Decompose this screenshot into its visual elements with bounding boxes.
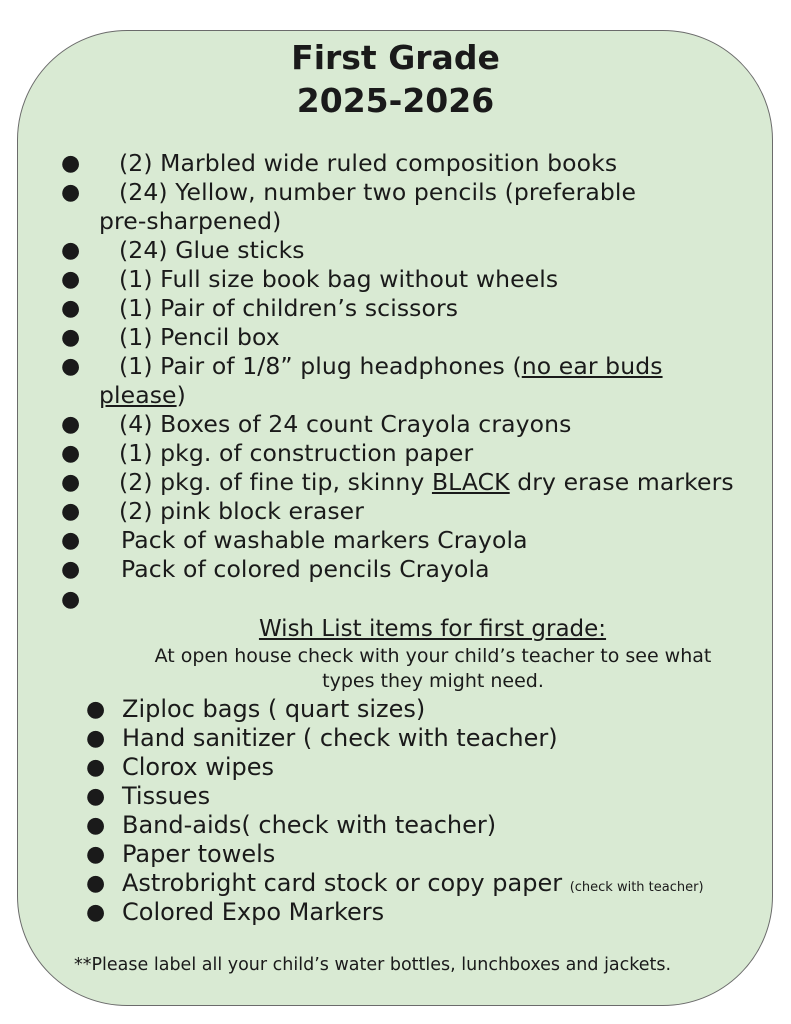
wish-list-item: Hand sanitizer ( check with teacher)	[122, 724, 558, 752]
supply-item-continued	[99, 381, 186, 410]
supply-item-emphasis: no ear buds	[521, 352, 663, 380]
supply-item: (2) pink block eraser	[119, 497, 364, 525]
supply-item-text: (2) pkg. of fine tip, skinny	[119, 468, 432, 496]
supply-item-text: )	[176, 381, 186, 409]
bullet-icon: ●	[61, 354, 81, 379]
wish-list-item: Clorox wipes	[122, 753, 275, 781]
supply-item: (1) Pencil box	[119, 323, 280, 351]
wish-list-note: At open house check with your child’s teacher to see what	[154, 645, 712, 667]
supply-item-emphasis: BLACK	[431, 468, 510, 496]
bullet-icon: ●	[86, 900, 106, 925]
wish-list-item-text: Astrobright card stock or copy paper	[122, 869, 570, 897]
bullet-icon: ●	[61, 238, 81, 263]
wish-list-item: Colored Expo Markers	[122, 898, 385, 926]
wish-list-note: types they might need.	[322, 670, 544, 692]
supply-item-text: dry erase markers	[509, 468, 734, 496]
bullet-icon: ●	[86, 726, 106, 751]
wish-list-heading: Wish List items for first grade:	[258, 616, 607, 642]
bullet-icon: ●	[86, 871, 106, 896]
supply-item: (1) Pair of children’s scissors	[119, 294, 459, 322]
bullet-icon: ●	[61, 528, 81, 553]
bullet-icon: ●	[86, 842, 106, 867]
supply-item-continued: pre-sharpened)	[99, 207, 282, 235]
bullet-icon: ●	[61, 499, 81, 524]
bullet-icon: ●	[86, 813, 106, 838]
bullet-icon: ●	[61, 296, 81, 321]
bullet-icon: ●	[61, 470, 81, 495]
bullet-icon: ●	[61, 151, 81, 176]
bullet-icon: ●	[61, 587, 81, 612]
bullet-icon: ●	[61, 325, 81, 350]
wish-list-item: Ziploc bags ( quart sizes)	[122, 695, 426, 723]
supply-item: (24) Yellow, number two pencils (preferable	[119, 178, 637, 206]
supply-item	[119, 468, 734, 497]
supply-item: (2) Marbled wide ruled composition books	[119, 149, 618, 177]
wish-list-item-note: (check with teacher)	[569, 880, 704, 895]
wish-list-item: Tissues	[122, 782, 211, 810]
bullet-icon: ●	[86, 697, 106, 722]
bullet-icon: ●	[61, 180, 81, 205]
supply-item	[119, 352, 663, 381]
supply-item: (1) Full size book bag without wheels	[119, 265, 559, 293]
bullet-icon: ●	[61, 412, 81, 437]
bullet-icon: ●	[86, 784, 106, 809]
bullet-icon: ●	[61, 441, 81, 466]
footer-note: **Please label all your child’s water bottles, lunchboxes and jackets.	[74, 955, 672, 975]
wish-list-item: Paper towels	[122, 840, 276, 868]
supply-item: (24) Glue sticks	[119, 236, 305, 264]
bullet-icon: ●	[61, 267, 81, 292]
bullet-icon: ●	[86, 755, 106, 780]
supply-item: Pack of colored pencils Crayola	[121, 555, 490, 583]
supply-item: (4) Boxes of 24 count Crayola crayons	[119, 410, 572, 438]
bullet-icon: ●	[61, 557, 81, 582]
page-title: First Grade	[291, 38, 500, 77]
supply-item: (1) pkg. of construction paper	[119, 439, 474, 467]
supply-item-text: (1) Pair of 1/8” plug headphones (	[119, 352, 522, 380]
supply-item: Pack of washable markers Crayola	[121, 526, 528, 554]
school-year: 2025-2026	[296, 81, 495, 120]
wish-list-item: Band-aids( check with teacher)	[122, 811, 497, 839]
supply-item-emphasis: please	[99, 381, 177, 409]
